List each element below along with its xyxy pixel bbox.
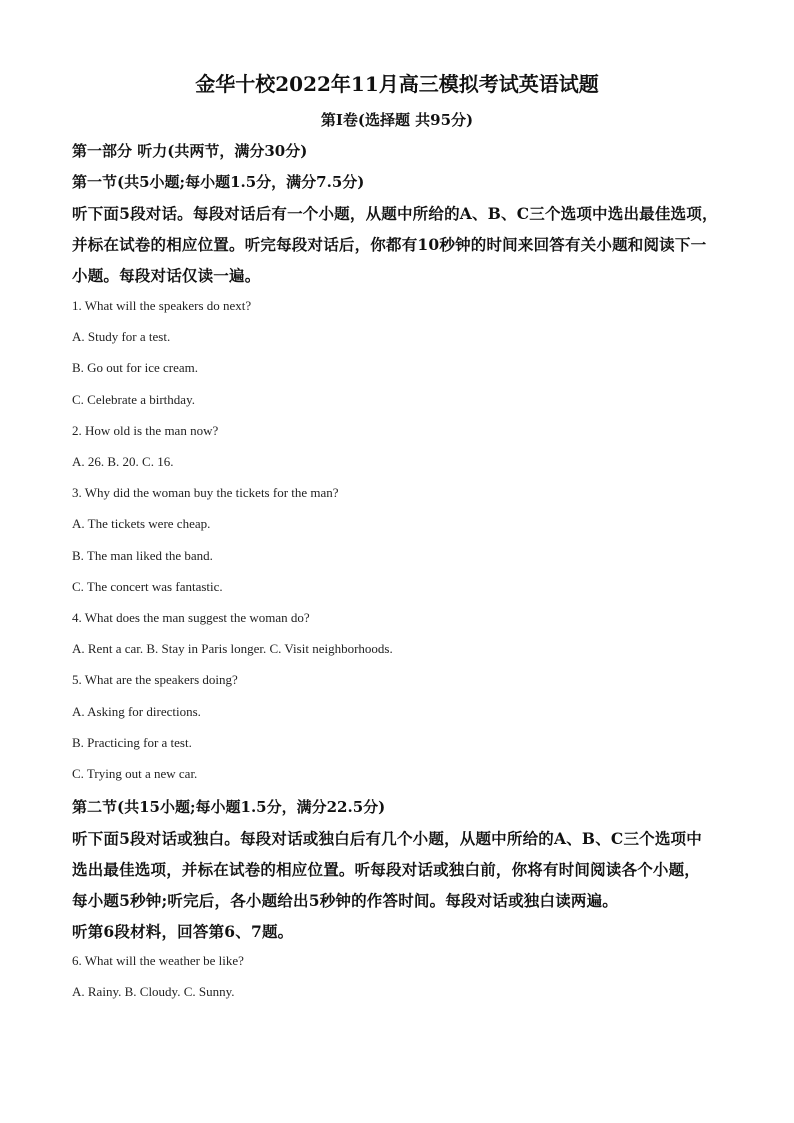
question-1-option-b: B. Go out for ice cream. [72, 360, 198, 375]
section2-heading: 第二节(共15小题;每小题1.5分，满分22.5分) [72, 798, 386, 816]
question-2-options: A. 26. B. 20. C. 16. [72, 454, 174, 469]
section1-instruction-line: 小题。每段对话仅读一遍。 [72, 266, 261, 285]
question-3-option-c: C. The concert was fantastic. [72, 579, 223, 594]
question-3-option-a: A. The tickets were cheap. [72, 516, 211, 531]
section1-instruction-line: 并标在试卷的相应位置。听完每段对话后，你都有10秒钟的时间来回答有关小题和阅读下一 [72, 235, 707, 254]
question-5-option-c: C. Trying out a new car. [72, 766, 198, 781]
section2-instruction-line: 选出最佳选项，并标在试卷的相应位置。听每段对话或独白前，你将有时间阅读各个小题， [72, 860, 701, 879]
question-1-option-c: C. Celebrate a birthday. [72, 392, 195, 407]
question-5-option-a: A. Asking for directions. [72, 704, 201, 719]
question-2: 2. How old is the man now? [72, 423, 219, 438]
question-1: 1. What will the speakers do next? [72, 298, 252, 313]
question-5: 5. What are the speakers doing? [72, 672, 238, 687]
section1-heading: 第一节(共5小题;每小题1.5分，满分7.5分) [72, 173, 365, 191]
volume-title: 第I卷(选择题 共95分) [320, 111, 474, 129]
question-6: 6. What will the weather be like? [72, 953, 244, 968]
section1-instruction-line: 听下面5段对话。每段对话后有一个小题，从题中所给的A、B、C三个选项中选出最佳选项， [72, 204, 718, 223]
question-5-option-b: B. Practicing for a test. [72, 735, 192, 750]
exam-title: 金华十校2022年11月高三模拟考试英语试题 [195, 72, 599, 96]
section2-instruction-line: 每小题5秒钟;听完后，各小题给出5秒钟的作答时间。每段对话或独白读两遍。 [72, 891, 618, 910]
question-3-option-b: B. The man liked the band. [72, 548, 213, 563]
material-6-heading: 听第6段材料，回答第6、7题。 [72, 922, 294, 941]
part1-heading: 第一部分 听力(共两节，满分30分) [72, 142, 308, 160]
question-1-option-a: A. Study for a test. [72, 329, 171, 344]
question-4: 4. What does the man suggest the woman do? [72, 610, 310, 625]
section2-instruction-line: 听下面5段对话或独白。每段对话或独白后有几个小题，从题中所给的A、B、C三个选项中 [72, 829, 702, 848]
question-6-options: A. Rainy. B. Cloudy. C. Sunny. [72, 984, 235, 999]
question-3: 3. Why did the woman buy the tickets for the man? [72, 485, 339, 500]
question-4-options: A. Rent a car. B. Stay in Paris longer. C. Visit neighborhoods. [72, 641, 393, 656]
